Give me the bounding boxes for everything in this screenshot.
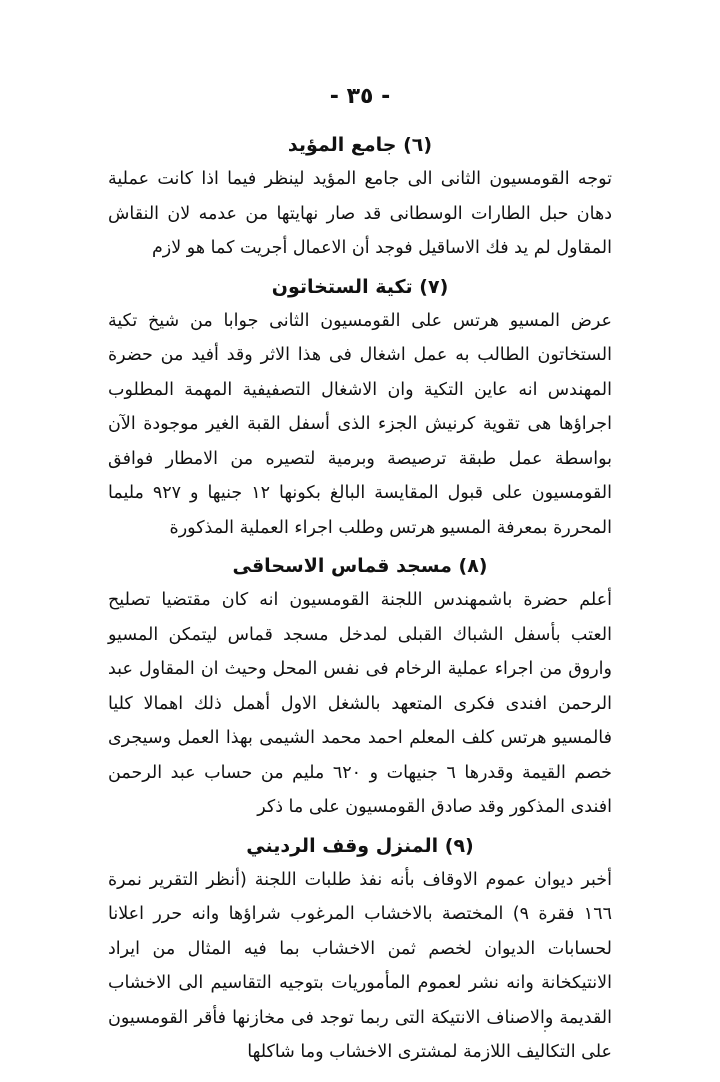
section-body: عرض المسيو هرتس على القومسيون الثانى جوابا من شيخ تكية الستخاتون الطالب به عمل اشغال فى هذا الاثر وقد أفيد من حضرة المهندس انه عاين التكية وان الاشغال التصفيفية المهمة المطلوب اجراؤها هى تقوية كرنيش الجزء الذى أسفل القبة الغير موجودة الآن بواسطة عمل طبقة ترصيصة وبرمية لتصيره من الامطار فوافق القومسيون على قبول المقايسة البالغ بكونها ١٢ جنيها و ٩٢٧ مليما المحررة بمعرفة المسيو هرتس وطلب اجراء العملية المذكورة [108,310,612,538]
page-number: - ٣٥ - [329,84,391,109]
speck-mark [544,1030,546,1032]
text-column [108,128,612,1074]
section-heading: (٨) مسجد قماس الاسحاقى [232,555,488,577]
section-heading: (٩) المنزل وقف الرديني [246,834,474,857]
section-heading: (٦) جامع المؤيد [287,134,433,156]
section-7 [108,270,612,546]
section-8 [108,549,612,825]
section-9 [108,829,612,1070]
section-6 [108,128,612,266]
section-body: أخبر ديوان عموم الاوقاف بأنه نفذ طلبات اللجنة (أنظر التقرير نمرة ١٦٦ فقرة ٩) المختصة بالاخشاب المرغوب شراؤها وانه حرر اعلانا لحسابات الديوان لخصم ثمن الاخشاب بما فيه المثال من ايراد الانتيكخانة وانه نشر لعموم المأموريات بتوجيه التقاسيم الى الاخشاب القديمة والاصناف الانتيكة التى ربما توجد فى مخازنها فأقر القومسيون على التكاليف اللازمة لمشترى الاخشاب وما شاكلها [108,869,612,1062]
section-heading: (٧) تكية الستخاتون [271,275,449,298]
section-body: توجه القومسيون الثانى الى جامع المؤيد لينظر فيما اذا كانت عملية دهان حبل الطارات الوسطانى قد صار نهايتها من عدمه لان النقاش المقاول لم يد فك الاساقيل فوجد أن الاعمال أجريت كما هو لازم [108,169,612,258]
section-body: أعلم حضرة باشمهندس اللجنة القومسيون انه كان مقتضيا تصليح العتب بأسفل الشباك القبلى لمدخل مسجد قماس ليتمكن المسيو واروق من اجراء عملية الرخام فى نفس المحل وحيث ان المقاول عبد الرحمن افندى فكرى المتعهد بالشغل الاول أهمل ذلك اهمالا كليا فالمسيو هرتس كلف المعلم احمد محمد الشيمى بهذا العمل وسيجرى خصم القيمة وقدرها ٦ جنيهات و ٦٢٠ مليم من حساب عبد الرحمن افندى المذكور وقد صادق القومسيون على ما ذكر [108,590,613,817]
